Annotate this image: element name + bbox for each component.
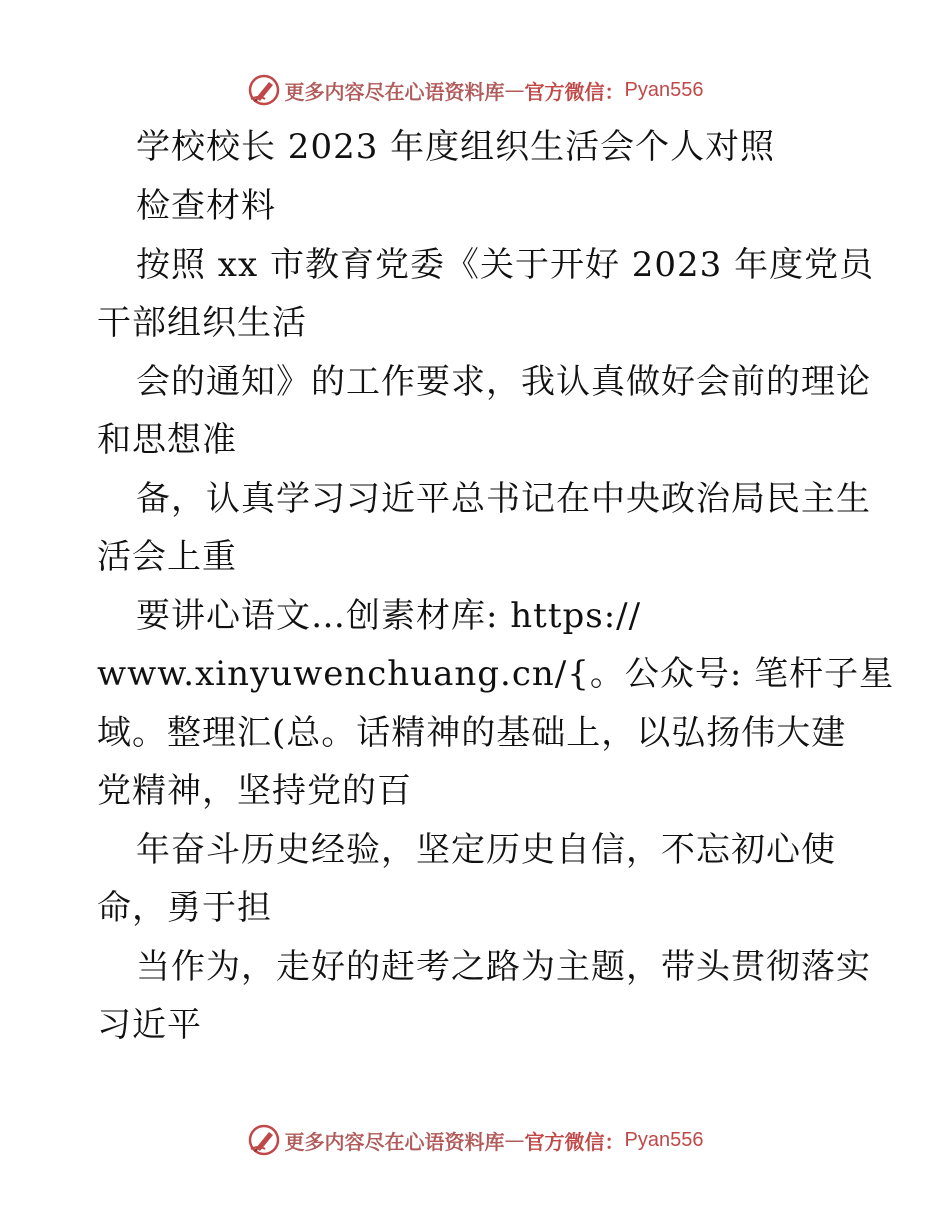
footer-wechat-label: 官方微信：: [524, 1129, 625, 1154]
header-banner: [0, 70, 950, 110]
doc-paragraph-line: 党精神，坚持党的百: [97, 771, 412, 811]
footer-site-text: 更多内容尽在心语资料库: [284, 1129, 505, 1154]
header-separator: —: [504, 78, 525, 102]
footer-wechat-id: Pyan556: [624, 1128, 704, 1151]
doc-paragraph-line: 命，勇于担: [97, 888, 272, 928]
doc-paragraph-line: 和思想准: [97, 420, 237, 460]
doc-paragraph-line: 按照 xx 市教育党委《关于开好 2023 年度党员: [136, 245, 875, 285]
doc-paragraph-line: 要讲心语文…创素材库: https://: [136, 596, 642, 636]
doc-paragraph-line: 备，认真学习习近平总书记在中央政治局民主生: [136, 479, 871, 519]
doc-paragraph-line: www.xinyuwenchuang.cn/{。公众号: 笔杆子星: [97, 654, 895, 694]
doc-title-line-2: 检查材料: [136, 186, 276, 226]
header-wechat-id: Pyan556: [624, 78, 704, 101]
doc-paragraph-line: 活会上重: [97, 537, 237, 577]
doc-paragraph-line: 域。整理汇(总。话精神的基础上，以弘扬伟大建: [97, 713, 847, 753]
doc-paragraph-line: 年奋斗历史经验，坚定历史自信，不忘初心使: [136, 830, 836, 870]
header-site-text: 更多内容尽在心语资料库: [284, 79, 505, 104]
pen-logo-icon: [247, 73, 281, 107]
footer-banner: [0, 1120, 950, 1160]
doc-paragraph-line: 习近平: [97, 1005, 202, 1045]
doc-paragraph-line: 干部组织生活: [97, 303, 307, 343]
pen-logo-icon: [247, 1123, 281, 1157]
footer-separator: —: [504, 1128, 525, 1152]
doc-paragraph-line: 当作为，走好的赶考之路为主题，带头贯彻落实: [136, 947, 871, 987]
header-wechat-label: 官方微信：: [524, 79, 625, 104]
doc-title-line-1: 学校校长 2023 年度组织生活会个人对照: [136, 127, 776, 167]
doc-paragraph-line: 会的通知》的工作要求，我认真做好会前的理论: [136, 362, 871, 402]
